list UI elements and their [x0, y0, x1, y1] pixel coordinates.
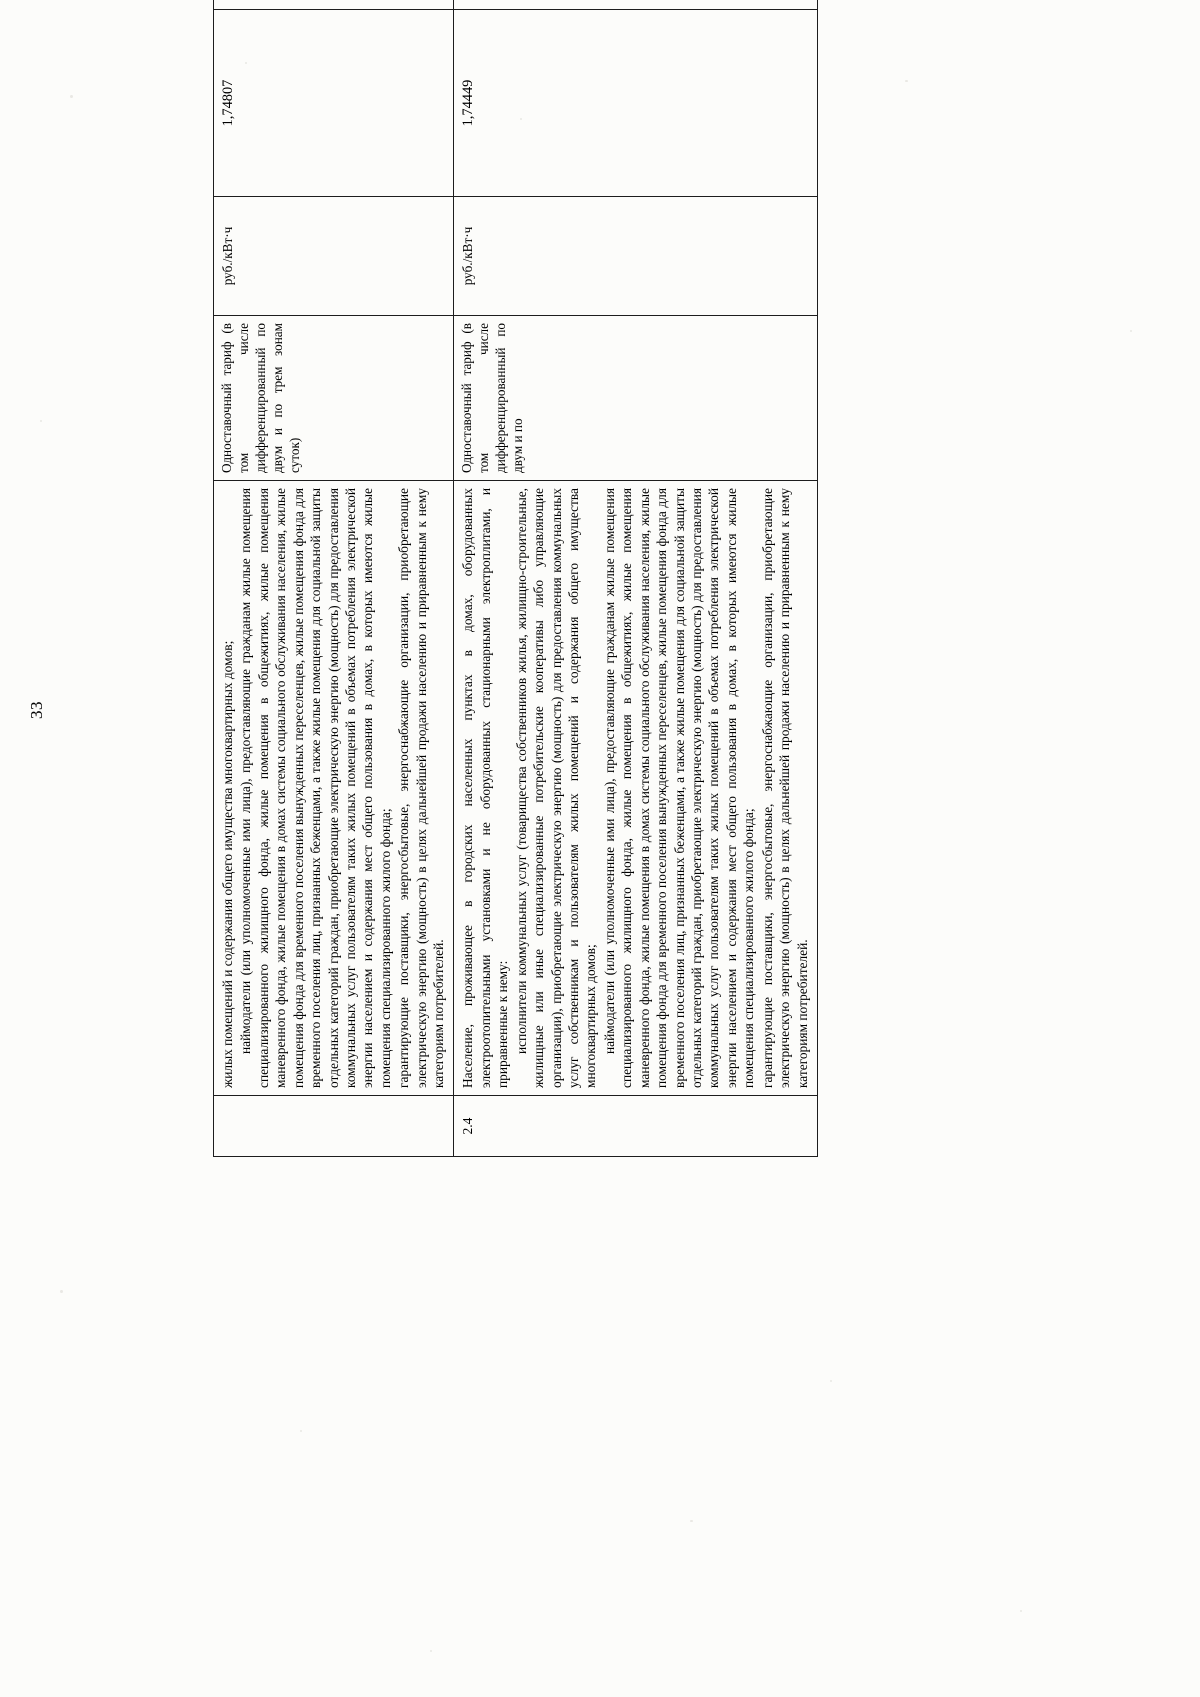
tariff-table-wrapper: [213, 63, 1113, 1157]
document-body: [120, 79, 1200, 1135]
scan-speck: [60, 1290, 63, 1293]
row-number-cell: 2.4: [453, 1096, 816, 1157]
table-row: [213, 0, 453, 1157]
scan-speck: [40, 420, 42, 422]
tariff-table: [213, 0, 818, 1157]
scan-speck: [830, 1380, 832, 1382]
description-paragraph: гарантирующие поставщики, энергосбытовые, энергоснабжающие организации, приобретающие электрическую энергию (мощность) в целях дальнейшей продажи населению и приравненным к нему категориям потребителей.: [759, 488, 809, 1088]
description-paragraph: исполнители коммунальных услуг (товарищества собственников жилья, жилищно-строительные, жилищные или иные специализированные потребительские кооперативы либо управляющие организации), приобретающие электрическую энергию (мощность) для предоставления коммунальных услуг собственникам и пользователям жилых помещений и содержания общего имущества многоквартирных домов;: [513, 488, 598, 1088]
description-paragraph: гарантирующие поставщики, энергосбытовые, энергоснабжающие организации, приобретающие электрическую энергию (мощность) в целях дальнейшей продажи населению и приравненным к нему категориям потребителей.: [395, 488, 446, 1088]
row-description-cell: [213, 481, 453, 1096]
value-cell-first: 1,74449: [453, 10, 816, 197]
table-row: [453, 0, 816, 1157]
description-paragraph: наймодатели (или уполномоченные ими лица), предоставляющие гражданам жилые помещения специализированного жилищного фонда, жилые помещения в общежитиях, жилые помещения маневренного фонда, жилые помещения в домах системы социального обслуживания населения, жилые помещения фонда для временного поселения вынужденных переселенцев, жилые помещения фонда для временного поселения лиц, признанных беженцами, а также жилые помещения для социальной защиты отдельных категорий граждан, приобретающие электрическую энергию (мощность) для предоставления коммунальных услуг пользователям таких жилых помещений в объемах потребления электрической энергии населением и содержания мест общего пользования в домах, в которых имеются жилые помещения специализированного жилого фонда;: [601, 488, 756, 1088]
scan-speck: [300, 1430, 302, 1432]
row-number-cell: [213, 1096, 453, 1157]
value-cell-second: [453, 0, 816, 10]
description-paragraph: Население, проживающее в городских населенных пунктах в домах, оборудованных электроотопительными установками и не оборудованных стационарными электроплитами, и приравненные к нему:: [459, 488, 510, 1088]
scan-speck: [1020, 1610, 1022, 1612]
tariff-label-cell: Одноставочный тариф (в том числе дифференцированный по двум и по трем зонам суток): [213, 316, 453, 481]
description-paragraph: жилых помещений и содержания общего имущества многоквартирных домов;: [219, 640, 235, 1088]
tariff-label-cell: Одноставочный тариф (в том числе дифференцированный по двум и по: [453, 316, 816, 481]
scan-speck: [430, 1650, 432, 1652]
unit-cell: руб./кВт·ч: [213, 197, 453, 316]
scan-speck: [690, 1520, 693, 1522]
page-number: 33: [27, 701, 46, 719]
description-paragraph: наймодатели (или уполномоченные ими лица), предоставляющие гражданам жилые помещения специализированного жилищного фонда, жилые помещения в общежитиях, жилые помещения маневренного фонда, жилые помещения в домах системы социального обслуживания населения, жилые помещения фонда для временного поселения вынужденных переселенцев, жилые помещения фонда для временного поселения лиц, признанных беженцами, а также жилые помещения для социальной защиты отдельных категорий граждан, приобретающие электрическую энергию (мощность) для предоставления коммунальных услуг пользователям таких жилых помещений в объемах потребления электрической энергии населением и содержания мест общего пользования в домах, в которых имеются жилые помещения специализированного жилого фонда;: [237, 488, 393, 1088]
value-cell-first: 1,74807: [213, 10, 453, 197]
value-cell-second: [213, 0, 453, 10]
row-description-cell: [453, 481, 816, 1096]
unit-cell: руб./кВт·ч: [453, 197, 816, 316]
scan-speck: [70, 95, 73, 98]
